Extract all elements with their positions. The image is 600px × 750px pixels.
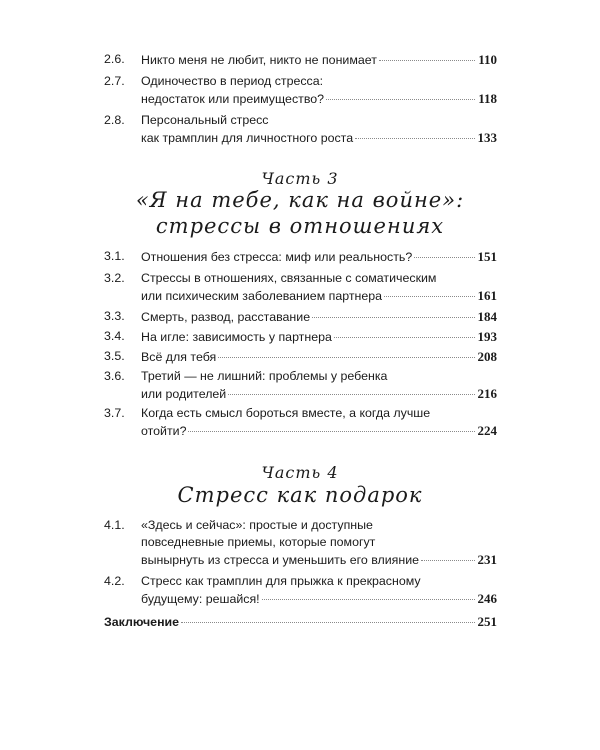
- leader-dots: [421, 560, 474, 561]
- toc-entry-title: Персональный стресс: [141, 113, 269, 127]
- toc-entry-number: 3.4.: [104, 329, 125, 343]
- leader-dots: [326, 99, 475, 100]
- toc-entry-page: 216: [477, 386, 497, 401]
- toc-entry-number: 3.3.: [104, 309, 125, 323]
- toc-entry[interactable]: [104, 112, 497, 147]
- toc-entry-number: 3.7.: [104, 406, 125, 420]
- toc-entry-title: или родителей: [141, 387, 227, 401]
- toc-entry-title: или психическим заболеванием партнера: [141, 289, 383, 303]
- toc-entry-page: 184: [477, 309, 497, 324]
- toc-entry-page: 151: [477, 249, 497, 264]
- toc-entry[interactable]: [104, 368, 497, 403]
- toc-entry-title: будущему: решайся!: [141, 592, 260, 606]
- toc-entry-number: 2.6.: [104, 52, 125, 66]
- toc-entry-title: недостаток или преимущество?: [141, 92, 325, 106]
- leader-dots: [355, 138, 474, 139]
- leader-dots: [312, 317, 474, 318]
- toc-entry-title: вынырнуть из стресса и уменьшить его влияние: [141, 553, 420, 567]
- leader-dots: [218, 357, 474, 358]
- toc-entry-page: 193: [477, 329, 497, 344]
- toc-entry[interactable]: [104, 270, 497, 305]
- part-label: Часть 3: [261, 169, 339, 188]
- toc-entry-conclusion[interactable]: [104, 613, 497, 631]
- leader-dots: [379, 60, 475, 61]
- part-title: «Я на тебе, как на войне»:: [135, 188, 465, 212]
- toc-entry-title: Стрессы в отношениях, связанные с соматическим: [141, 271, 437, 285]
- toc-entry-number: 3.6.: [104, 369, 125, 383]
- toc-entry-page: 208: [477, 349, 497, 364]
- toc-entry-title: Смерть, развод, расставание: [141, 310, 311, 324]
- toc-entry[interactable]: [104, 348, 497, 366]
- toc-entry-page: 133: [477, 130, 497, 145]
- leader-dots: [334, 337, 475, 338]
- toc-entry[interactable]: [104, 308, 497, 326]
- toc-entry-title: Одиночество в период стресса:: [141, 74, 324, 88]
- toc-entry[interactable]: [104, 328, 497, 346]
- toc-entry-number: 3.1.: [104, 249, 125, 263]
- toc-entry-number: 2.8.: [104, 113, 125, 127]
- toc-entry-title: Когда есть смысл бороться вместе, а когда лучше: [141, 406, 431, 420]
- toc-entry[interactable]: [104, 517, 497, 569]
- toc-entry-title: Всё для тебя: [141, 350, 217, 364]
- toc-entry-title: Отношения без стресса: миф или реальность?: [141, 250, 413, 264]
- leader-dots: [188, 431, 474, 432]
- leader-dots: [414, 257, 474, 258]
- toc-entry-title: как трамплин для личностного роста: [141, 131, 354, 145]
- part-title: Стресс как подарок: [177, 483, 423, 507]
- toc-entry-page: 246: [477, 591, 497, 606]
- toc-entry-number: 4.1.: [104, 518, 125, 532]
- toc-entry[interactable]: [104, 248, 497, 266]
- toc-entry-page: 231: [477, 552, 497, 567]
- toc-entry-page: 224: [477, 423, 497, 438]
- toc-entry-title: Заключение: [104, 615, 180, 629]
- toc-entry-page: 118: [478, 91, 497, 106]
- leader-dots: [228, 394, 474, 395]
- toc-entry-number: 3.2.: [104, 271, 125, 285]
- toc-entry-number: 2.7.: [104, 74, 125, 88]
- toc-entry-number: 4.2.: [104, 574, 125, 588]
- leader-dots: [181, 622, 474, 623]
- toc-entry-number: 3.5.: [104, 349, 125, 363]
- toc-entry[interactable]: [104, 405, 497, 440]
- part-label: Часть 4: [261, 463, 339, 482]
- toc-entry-title: На игле: зависимость у партнера: [141, 330, 332, 344]
- leader-dots: [262, 599, 475, 600]
- part-title: стрессы в отношениях: [155, 214, 445, 238]
- toc-entry-page: 251: [477, 614, 497, 629]
- toc-entry-title: отойти?: [141, 424, 187, 438]
- toc-entry-page: 161: [477, 288, 497, 303]
- toc-entry-title: повседневные приемы, которые помогут: [141, 535, 376, 549]
- toc-entry[interactable]: [104, 51, 497, 69]
- toc-entry-title: Третий — не лишний: проблемы у ребенка: [141, 369, 388, 383]
- toc-entry-title: «Здесь и сейчас»: простые и доступные: [141, 518, 373, 532]
- toc-entry-page: 110: [478, 52, 497, 67]
- toc-entry[interactable]: [104, 73, 497, 108]
- toc-entry-title: Стресс как трамплин для прыжка к прекрасному: [141, 574, 421, 588]
- toc-entry-title: Никто меня не любит, никто не понимает: [141, 53, 377, 67]
- leader-dots: [384, 296, 474, 297]
- toc-entry[interactable]: [104, 573, 497, 608]
